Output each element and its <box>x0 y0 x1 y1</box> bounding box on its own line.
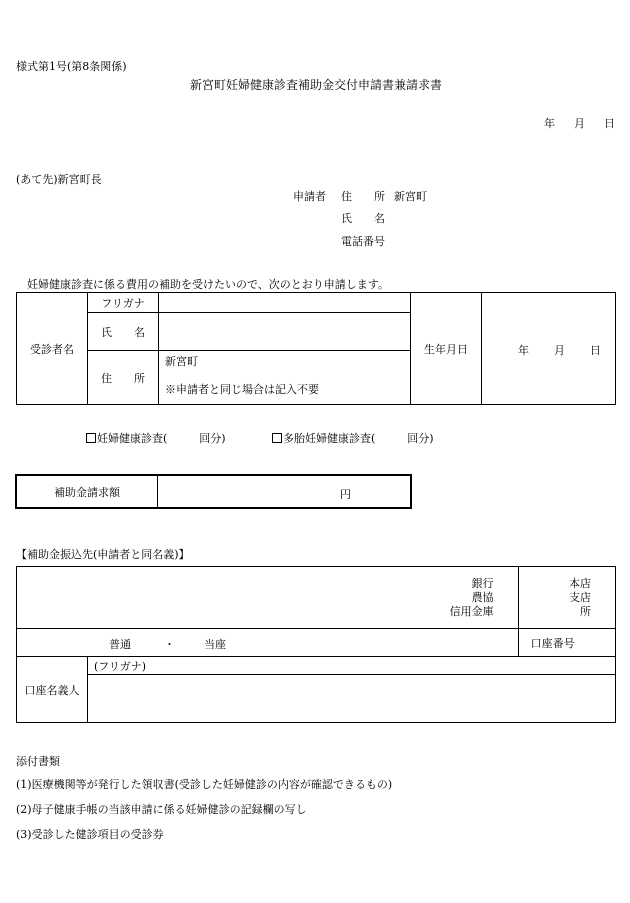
branch-type-branch: 支店 <box>569 590 591 604</box>
bank-name-cell[interactable] <box>17 567 519 629</box>
date-month-label: 月 <box>574 117 585 130</box>
branch-type-office: 所 <box>580 604 591 618</box>
holder-furigana-label: (フリガナ) <box>94 659 147 673</box>
form-title: 新宮町妊婦健康診査補助金交付申請書兼請求書 <box>190 78 443 92</box>
checkup-option-multiple-suffix: 回分) <box>407 432 434 445</box>
amount-input[interactable] <box>158 476 410 507</box>
examinee-name-label: 氏 名 <box>88 313 159 351</box>
account-number-cell[interactable] <box>518 629 615 657</box>
checkbox-icon[interactable] <box>272 433 282 443</box>
amount-label: 補助金請求額 <box>17 476 158 507</box>
examinee-table <box>16 292 616 405</box>
bank-type-credit: 信用金庫 <box>449 604 494 618</box>
branch-name-cell[interactable] <box>518 567 615 629</box>
amount-unit: 円 <box>340 488 351 501</box>
date-year-label: 年 <box>544 117 555 130</box>
furigana-label: フリガナ <box>88 293 159 313</box>
examinee-section-label: 受診者名 <box>17 293 88 405</box>
addressee: (あて先)新宮町長 <box>16 173 102 186</box>
date-day-label: 日 <box>604 117 615 130</box>
bank-table <box>16 566 616 723</box>
holder-name-input[interactable] <box>88 675 616 723</box>
applicant-address-value: 新宮町 <box>394 190 427 203</box>
attachments-heading: 添付書類 <box>16 755 60 768</box>
examinee-address-input[interactable] <box>159 351 411 405</box>
form-number: 様式第1号(第8条関係) <box>16 60 127 73</box>
birth-year-label: 年 <box>518 343 529 357</box>
examinee-address-note: ※申請者と同じ場合は記入不要 <box>165 383 319 396</box>
account-type-cell[interactable] <box>17 629 519 657</box>
checkup-option-multiple-label: 多胎妊婦健康診査( <box>283 432 376 445</box>
checkup-option-multiple[interactable] <box>272 433 434 444</box>
checkbox-icon[interactable] <box>86 433 96 443</box>
birth-day-label: 日 <box>590 343 601 357</box>
attachment-item: (1)医療機関等が発行した領収書(受診した妊婦健診の内容が確認できるもの) <box>16 778 393 791</box>
attachment-item: (2)母子健康手帳の当該申請に係る妊婦健診の記録欄の写し <box>16 803 307 816</box>
bank-heading: 【補助金振込先(申請者と同名義)】 <box>16 548 190 561</box>
applicant-name-label: 氏 名 <box>341 212 385 225</box>
examinee-address-label: 住 所 <box>88 351 159 405</box>
intro-text: 妊婦健康診査に係る費用の補助を受けたいので、次のとおり申請します。 <box>27 278 389 291</box>
account-type-separator: ・ <box>164 637 175 651</box>
applicant-phone-label: 電話番号 <box>341 235 385 248</box>
checkup-option-single-label: 妊婦健康診査( <box>97 432 168 445</box>
birth-month-label: 月 <box>554 343 565 357</box>
bank-type-agri: 農協 <box>471 590 494 604</box>
examinee-address-prefill: 新宮町 <box>165 355 198 368</box>
account-type-current: 当座 <box>204 637 226 651</box>
holder-furigana-cell[interactable] <box>88 657 616 675</box>
birthdate-label: 生年月日 <box>411 293 482 405</box>
checkup-option-single-suffix: 回分) <box>199 432 226 445</box>
examinee-name-input[interactable] <box>159 313 411 351</box>
holder-label: 口座名義人 <box>17 657 88 723</box>
bank-type-bank: 銀行 <box>471 576 494 590</box>
attachment-item: (3)受診した健診項目の受診券 <box>16 828 164 841</box>
birthdate-input[interactable] <box>482 293 616 405</box>
furigana-input[interactable] <box>159 293 411 313</box>
branch-type-main: 本店 <box>569 576 591 590</box>
checkup-option-single[interactable] <box>86 433 226 444</box>
amount-box <box>15 474 412 509</box>
account-number-label: 口座番号 <box>530 636 575 650</box>
applicant-address-label: 住 所 <box>341 190 385 203</box>
account-type-ordinary: 普通 <box>109 637 131 651</box>
applicant-label: 申請者 <box>293 190 326 203</box>
